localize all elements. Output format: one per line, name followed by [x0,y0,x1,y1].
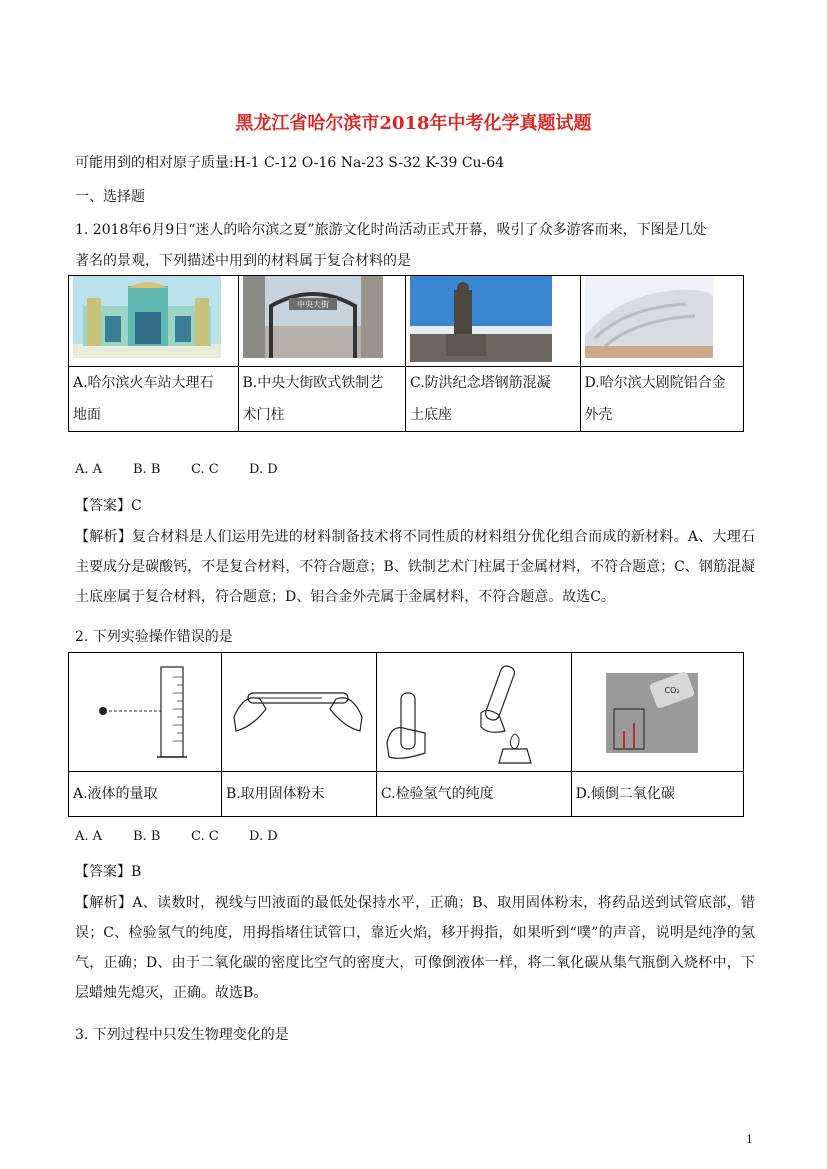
q1-option-cell-c [405,367,580,432]
q2-analysis: 【解析】A、读数时，视线与凹液面的最低处保持水平，正确；B、取用固体粉末，将药品送到试管底部，错误；C、检验氢气的纯度，用拇指堵住试管口，靠近火焰，移开拇指，如果听到“噗”的声音，说明是纯净的氢气，正确；D、由于二氧化碳的密度比空气的密度大，可像倒液体一样，将二氧化碳从集气瓶倒入烧杯中，下层蜡烛先熄灭，正确。故选B。 [75,895,755,1001]
q2-option-cell-b: B.取用固体粉末 [221,772,376,817]
q1-table [68,275,744,432]
flood-memorial-tower-image [410,276,552,362]
q1-cell-d-line1: D.哈尔滨大剧院铝合金 [584,375,726,391]
q1-option-cell-b [238,367,405,432]
q1-cell-b-line1: B.中央大街欧式铁制艺 [242,375,384,391]
q2-option-cell-a: A.液体的量取 [69,772,222,817]
q2-option-cell-c: C.检验氢气的纯度 [376,772,571,817]
atomic-masses-note: 可能用到的相对原子质量:H-1 C-12 O-16 Na-23 S-32 K-39 Cu-64 [75,155,505,171]
q2-choice-a[interactable]: A. A [75,829,103,844]
q1-cell-d-line2: 外壳 [584,407,613,423]
q2-answer: 【答案】B [75,864,142,880]
q2-image-cell-b [221,653,376,772]
q1-image-cell-b [238,276,405,367]
page-title: 黑龙江省哈尔滨市2018年中考化学真题试题 [235,113,592,134]
q1-cell-c-line1: C.防洪纪念塔钢筋混凝 [409,375,551,391]
q2-option-cell-d: D.倾倒二氧化碳 [571,772,743,817]
q1-option-cell-d [580,367,744,432]
q2-image-cell-a [69,653,222,772]
q1-stem-line1: 1. 2018年6月9日“迷人的哈尔滨之夏”旅游文化时尚活动正式开幕，吸引了众多游客而来，下图是几处 [75,222,707,238]
pouring-co2-image [576,653,736,771]
q1-choice-a[interactable]: A. A [75,462,103,477]
grand-theatre-image [585,276,713,358]
q2-choice-c[interactable]: C. C [191,829,219,844]
q1-analysis: 【解析】复合材料是人们运用先进的材料制备技术将不同性质的材料组分优化组合而成的新材料。A、大理石主要成分是碳酸钙，不是复合材料，不符合题意；B、铁制艺术门柱属于金属材料，不符合题意；C、钢筋混凝土底座属于复合材料，符合题意；D、铝合金外壳属于金属材料，不符合题意。故选C。 [75,529,755,605]
railway-station-image [73,276,221,358]
page-number: 1 [746,1133,753,1146]
q1-image-cell-d [580,276,744,367]
q2-image-cell-c [376,653,571,772]
q1-cell-a-line2: 地面 [73,407,101,423]
q3-stem: 3. 下列过程中只发生物理变化的是 [75,1027,289,1043]
q1-option-cell-a [69,367,239,432]
q1-answer: 【答案】C [75,498,142,514]
q1-stem-line2: 著名的景观，下列描述中用到的材料属于复合材料的是 [75,253,411,269]
q1-image-cell-c [405,276,580,367]
q2-choice-b[interactable]: B. B [133,829,161,844]
q2-table [68,652,744,817]
section-heading: 一、选择题 [75,189,145,205]
q1-cell-b-line2: 术门柱 [242,407,285,423]
q1-choice-d[interactable]: D. D [249,462,278,477]
q1-cell-a-line1: A.哈尔滨火车站大理石 [73,375,214,391]
graduated-cylinder-image [73,653,214,771]
q2-stem: 2. 下列实验操作错误的是 [75,629,233,645]
co2-label: CO₂ [664,686,680,695]
central-street-gate-image [243,276,383,358]
q2-choice-d[interactable]: D. D [249,829,278,844]
gate-sign-text: 中央大街 [296,300,329,309]
q1-cell-c-line2: 土底座 [409,407,452,423]
q1-choice-c[interactable]: C. C [191,462,219,477]
q2-image-cell-d [571,653,743,772]
hydrogen-purity-image [381,653,563,771]
powder-test-tube-image [226,653,369,771]
q1-image-cell-a [69,276,239,367]
q1-choice-b[interactable]: B. B [133,462,161,477]
